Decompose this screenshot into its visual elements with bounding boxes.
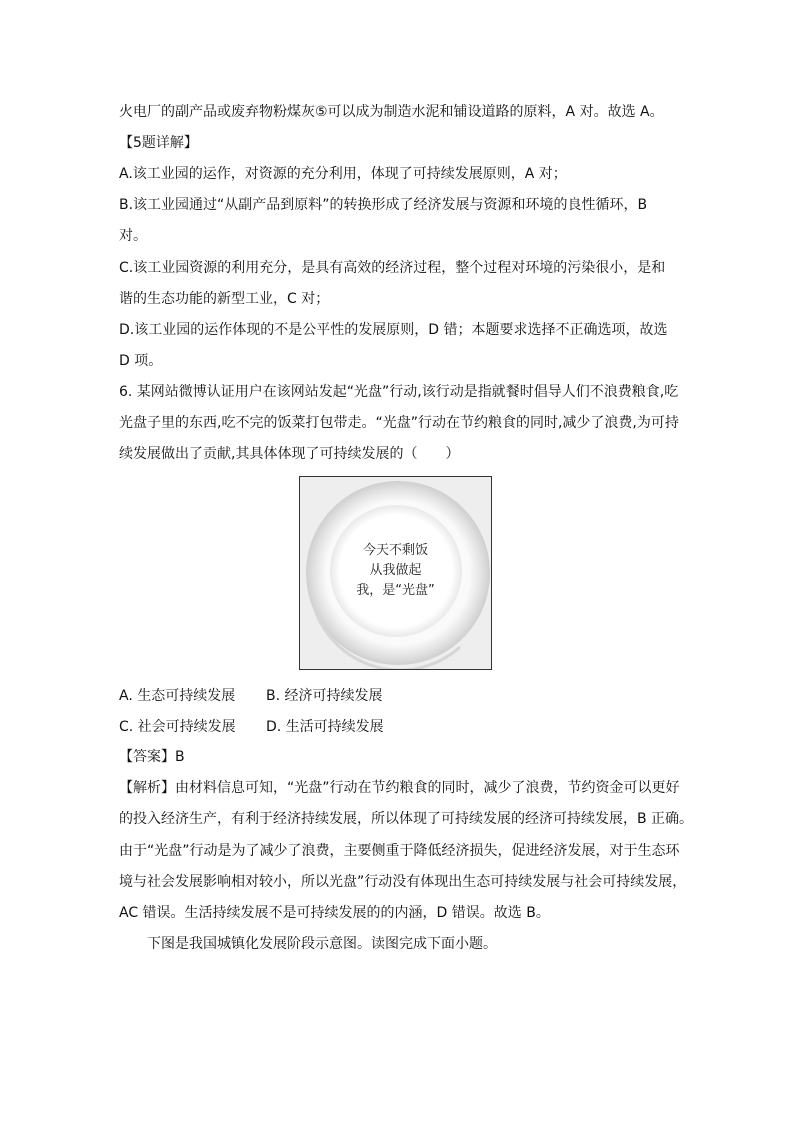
text-line: 谐的生态功能的新型工业，C 对； [119, 291, 330, 307]
question-stem-line: 6. 某网站微博认证用户在该网站发起“光盘”行动,该行动是指就餐时倡导人们不浪费粮食,吃 [119, 384, 679, 400]
option-d: D. 生活可持续发展 [266, 719, 384, 735]
analysis-line: 由于“光盘”行动是为了减少了浪费，主要侧重于降低经济损失，促进经济发展，对于生态环 [119, 843, 680, 859]
text-line: 对。 [119, 228, 147, 244]
question-stem-line: 光盘子里的东西,吃不完的饭菜打包带走。“光盘”行动在节约粮食的同时,减少了浪费,为可持 [119, 415, 679, 431]
sub-question-heading: 【5题详解】 [119, 135, 198, 151]
question-stem-line: 续发展做出了贡献,其具体体现了可持续发展的（ ） [119, 446, 460, 462]
text-line: D 项。 [119, 353, 163, 369]
analysis-line: 的投入经济生产，有利于经济持续发展，所以体现了可持续发展的经济可持续发展，B 正确。 [119, 811, 694, 827]
text-line: C.该工业园资源的利用充分，是具有高效的经济过程，整个过程对环境的污染很小，是和 [119, 260, 666, 276]
text-line: 火电厂的副产品或废弃物粉煤灰⑤可以成为制造水泥和铺设道路的原料，A 对。故选 A。 [119, 104, 664, 120]
option-c: C. 社会可持续发展 [119, 719, 236, 735]
text-line: B.该工业园通过“从副产品到原料”的转换形成了经济发展与资源和环境的良性循环，B [119, 197, 648, 213]
answer-label: 【答案】B [119, 749, 185, 765]
option-b: B. 经济可持续发展 [266, 688, 383, 704]
next-group-intro: 下图是我国城镇化发展阶段示意图。读图完成下面小题。 [147, 936, 497, 952]
plate-illustration [299, 476, 492, 670]
analysis-line: 【解析】由材料信息可知，“光盘”行动在节约粮食的同时，减少了浪费，节约资金可以更好 [119, 780, 680, 796]
analysis-line: 境与社会发展影响相对较小，所以光盘”行动没有体现出生态可持续发展与社会可持续发展， [119, 874, 687, 890]
plate-text-line: 今天不剩饭 [362, 543, 428, 558]
text-line: A.该工业园的运作，对资源的充分利用，体现了可持续发展原则，A 对； [119, 166, 567, 182]
option-a: A. 生态可持续发展 [119, 688, 236, 704]
plate-text-line: 我，是“光盘” [356, 583, 435, 598]
plate-text-line: 从我做起 [369, 563, 422, 578]
text-line: D.该工业园的运作体现的不是公平性的发展原则，D 错；本题要求选择不正确选项，故选 [119, 322, 668, 338]
analysis-line: AC 错误。生活持续发展不是可持续发展的的内涵，D 错误。故选 B。 [119, 905, 550, 921]
